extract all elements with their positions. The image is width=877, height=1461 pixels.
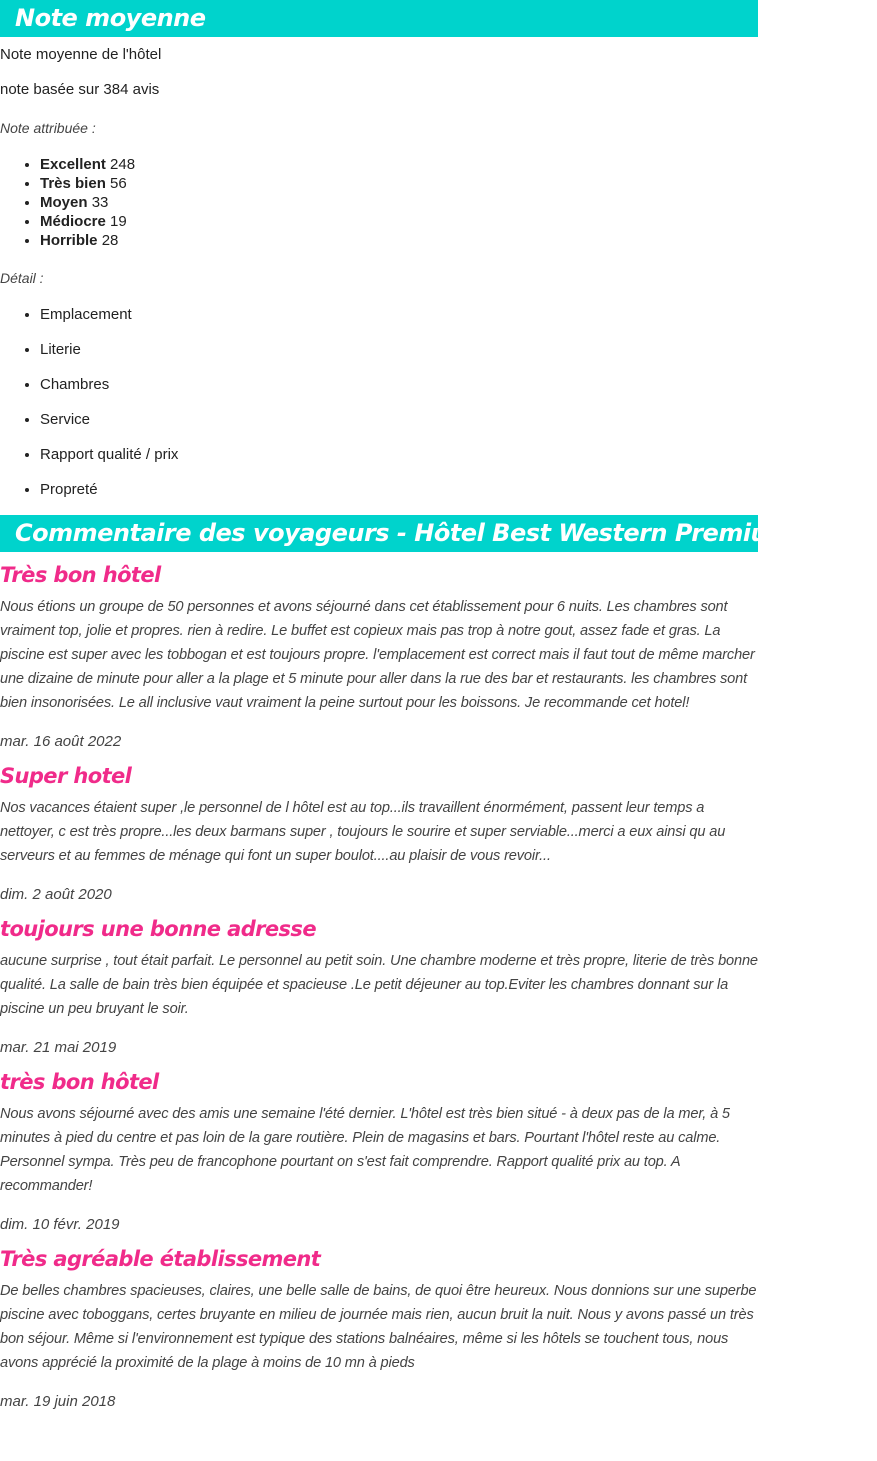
review-body: De belles chambres spacieuses, claires, une belle salle de bains, de quoi être heureux. Nous donnions sur une superbe piscine avec toboggans, certes bruyante en milieu de journée mais rien, aucun bruit la nuit. Nous y avons passé un très bon séjour. Même si l'environnement est typique des stations balnéaires, même si les hôtels se touchent tous, nous avons apprécié la proximité de la plage à moins de 10 mn à pieds — [0, 1283, 757, 1371]
review-item — [0, 915, 758, 1058]
detail-item-chambres: • Chambres — [40, 375, 758, 394]
review-item — [0, 1068, 758, 1235]
reviews-section — [0, 515, 877, 1412]
rating-count: 56 — [110, 175, 127, 192]
detail-item-emplacement: • Emplacement — [40, 305, 758, 324]
review-date: dim. 10 févr. 2019 — [0, 1216, 120, 1233]
review-title: toujours une bonne adresse — [0, 917, 316, 941]
review-body: aucune surprise , tout était parfait. Le personnel au petit soin. Une chambre moderne et très propre, literie de très bonne qualité. La salle de bain très bien équipée et spacieuse .Le petit déjeuner au top.Eviter les chambres donnant sur la piscine un peu bruyant le soir. — [0, 953, 758, 1017]
detail-item-service: • Service — [40, 410, 758, 429]
rating-header: Note moyenne — [0, 0, 758, 37]
rating-item-tres-bien — [40, 174, 758, 193]
rating-item-mediocre — [40, 212, 758, 231]
reviews-header: Commentaire des voyageurs - Hôtel Best Western Premium Inn 4* — [0, 515, 758, 552]
review-item — [0, 762, 758, 905]
rating-section — [0, 0, 758, 499]
rating-subtitle: Note moyenne de l'hôtel — [0, 46, 162, 63]
rating-count: 19 — [110, 213, 127, 230]
rating-label: Horrible — [40, 232, 98, 249]
rating-label: Excellent — [40, 156, 106, 173]
review-date: mar. 21 mai 2019 — [0, 1039, 117, 1056]
review-body: Nous avons séjourné avec des amis une semaine l'été dernier. L'hôtel est très bien situé - à deux pas de la mer, à 5 minutes à pied du centre et pas loin de la gare routière. Plein de magasins et bars. Pourtant l'hôtel reste au calme. Personnel sympa. Très peu de francophone pourtant on s'est fait comprendre. Rapport qualité prix au top. A recommander! — [0, 1106, 730, 1194]
rating-count: 28 — [101, 232, 119, 249]
rating-label: Très bien — [40, 175, 106, 192]
rating-detail-list — [0, 305, 758, 499]
detail-item-rapport-qualite-prix: • Rapport qualité / prix — [40, 445, 758, 464]
rating-label: Médiocre — [40, 213, 106, 230]
review-title: Super hotel — [0, 764, 132, 788]
rating-count: 33 — [91, 194, 109, 211]
review-title: Très agréable établissement — [0, 1247, 321, 1271]
detail-item-proprete: • Propreté — [40, 480, 758, 499]
review-date: mar. 19 juin 2018 — [0, 1393, 116, 1410]
review-body: Nos vacances étaient super ,le personnel de l hôtel est au top...ils travaillent énormément, passent leur temps a nettoyer, c est très propre...les deux barmans super , toujours le sourire et super serviable...merci a eux ainsi qu au serveurs et au femmes de ménage qui font un super boulot....au plaisir de vous revoir... — [0, 800, 726, 864]
rating-item-moyen — [40, 193, 758, 212]
review-item — [0, 561, 758, 752]
detail-item-literie: • Literie — [40, 340, 758, 359]
rating-item-horrible — [40, 231, 758, 250]
review-body: Nous étions un groupe de 50 personnes et avons séjourné dans cet établissement pour 6 nuits. Les chambres sont vraiment top, jolie et propres. rien à redire. Le buffet est copieux mais pas trop à notre gout, assez fade et gras. La piscine est super avec les tobbogan et est toujours propre. l'emplacement est correct mais il faut tout de même marcher une dizaine de minute pour aller a la plage et 5 minute pour aller dans la rue des bar et restaurants. les chambres sont bien insonorisées. Le all inclusive vaut vraiment la peine surtout pour les boissons. Je recommande cet hotel! — [0, 599, 755, 711]
rating-count: 248 — [110, 156, 136, 173]
rating-label: Moyen — [40, 194, 88, 211]
rating-detail-label: Détail : — [0, 270, 44, 286]
rating-given-label: Note attribuée : — [0, 120, 96, 136]
review-title: Très bon hôtel — [0, 563, 161, 587]
review-date: mar. 16 août 2022 — [0, 733, 122, 750]
review-title: très bon hôtel — [0, 1070, 159, 1094]
review-item — [0, 1245, 758, 1412]
review-date: dim. 2 août 2020 — [0, 886, 112, 903]
rating-review-count: note basée sur 384 avis — [0, 81, 160, 98]
rating-breakdown-list — [0, 155, 758, 250]
rating-item-excellent — [40, 155, 758, 174]
